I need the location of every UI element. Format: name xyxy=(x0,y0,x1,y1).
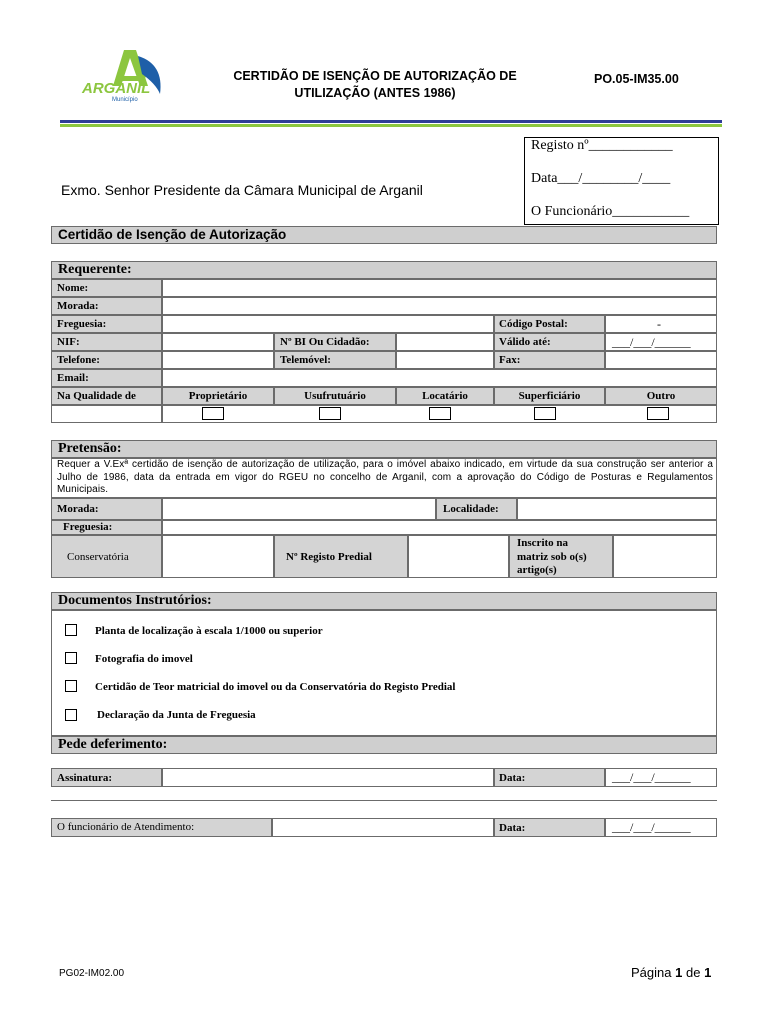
checkbox-proprietario[interactable] xyxy=(202,407,224,420)
telefone-label: Telefone: xyxy=(57,354,100,366)
conservatoria-field[interactable] xyxy=(162,535,274,578)
inscrito-field[interactable] xyxy=(613,535,717,578)
registo-predial-field[interactable] xyxy=(408,535,509,578)
checkbox-usufrutuario[interactable] xyxy=(319,407,341,420)
pretensao-bar xyxy=(51,440,717,458)
pretensao-freguesia-field[interactable] xyxy=(162,520,717,535)
morada-field[interactable] xyxy=(162,297,717,315)
conservatoria-label: Conservatória xyxy=(67,551,129,563)
addressee: Exmo. Senhor Presidente da Câmara Municipal de Arganil xyxy=(61,182,423,198)
codigo-postal-label: Código Postal: xyxy=(499,318,568,330)
assinatura-label: Assinatura: xyxy=(57,772,113,784)
registo-number[interactable]: Registo nº____________ xyxy=(531,138,673,153)
requerente-title: Requerente: xyxy=(58,262,132,277)
document-title-line1: CERTIDÃO DE ISENÇÃO DE AUTORIZAÇÃO DE xyxy=(233,69,517,83)
page-number xyxy=(631,965,711,980)
codigo-postal-dash: - xyxy=(657,317,661,331)
nome-field[interactable] xyxy=(162,279,717,297)
registo-funcionario[interactable]: O Funcionário___________ xyxy=(531,204,690,219)
header-rule-green xyxy=(60,124,722,127)
registo-date[interactable]: Data___/________/____ xyxy=(531,171,671,186)
inscrito-label-line3: artigo(s) xyxy=(517,564,557,576)
document-title-line2: UTILIZAÇÃO (ANTES 1986) xyxy=(294,86,456,100)
pretensao-text: Requer a V.Exª certidão de isenção de autorização de utilização, para o imóvel abaixo indicado, em virtude da sua construção ser anterior a Julho de 1986, data da entrada em vigor do RGEU no concelho de Arganil, com a aprovação do Código de Posturas e Regulamentos Municipais. xyxy=(57,459,713,495)
freguesia-label: Freguesia: xyxy=(57,318,107,330)
divider xyxy=(51,800,717,801)
deferimento-title: Pede deferimento: xyxy=(58,737,168,752)
header-rule-blue xyxy=(60,120,722,123)
atendimento-data-value: ___/___/______ xyxy=(612,820,691,834)
doc-checkbox-fotografia[interactable] xyxy=(65,652,77,664)
atendimento-field[interactable] xyxy=(272,818,494,837)
bi-field[interactable] xyxy=(396,333,494,351)
inscrito-label-line2: matriz sob o(s) xyxy=(517,550,587,563)
bi-label: Nº BI Ou Cidadão: xyxy=(280,336,370,348)
section-title: Certidão de Isenção de Autorização xyxy=(58,227,287,242)
option-label-proprietario: Proprietário xyxy=(188,390,248,402)
registo-predial-label: Nº Registo Predial xyxy=(286,551,372,563)
checkbox-outro[interactable] xyxy=(647,407,669,420)
fax-field[interactable] xyxy=(605,351,717,369)
telemovel-label: Telemóvel: xyxy=(280,354,331,366)
nome-label: Nome: xyxy=(57,282,89,294)
arganil-logo xyxy=(76,44,176,106)
footer-code: PG02-IM02.00 xyxy=(59,968,125,979)
document-title xyxy=(215,68,535,102)
doc-label-declaracao: Declaração da Junta de Freguesia xyxy=(97,709,256,721)
fax-label: Fax: xyxy=(499,354,521,366)
deferimento-data-value: ___/___/______ xyxy=(612,770,691,784)
localidade-label: Localidade: xyxy=(443,503,499,515)
qualidade-label: Na Qualidade de xyxy=(57,390,136,402)
requerente-bar xyxy=(51,261,717,279)
nif-field[interactable] xyxy=(162,333,274,351)
email-label: Email: xyxy=(57,372,89,384)
documentos-title: Documentos Instrutórios: xyxy=(58,593,212,608)
pretensao-morada-field[interactable] xyxy=(162,498,436,520)
page-word: Página xyxy=(631,965,672,980)
valido-label: Válido até: xyxy=(499,336,551,348)
morada-label: Morada: xyxy=(57,300,99,312)
page-of: de xyxy=(685,965,701,980)
doc-checkbox-planta[interactable] xyxy=(65,624,77,636)
qualidade-blank-cell xyxy=(51,405,162,423)
email-field[interactable] xyxy=(162,369,717,387)
assinatura-field[interactable] xyxy=(162,768,494,787)
localidade-field[interactable] xyxy=(517,498,717,520)
atendimento-label: O funcionário de Atendimento: xyxy=(57,821,195,833)
doc-checkbox-declaracao[interactable] xyxy=(65,709,77,721)
atendimento-data-label: Data: xyxy=(499,822,526,834)
checkbox-superficiario[interactable] xyxy=(534,407,556,420)
doc-label-planta: Planta de localização à escala 1/1000 ou superior xyxy=(95,625,323,637)
logo-subtitle: Município xyxy=(112,97,138,103)
codigo-postal-field[interactable] xyxy=(605,315,717,333)
pretensao-freguesia-label: Freguesia: xyxy=(63,521,113,533)
logo-name: ARGANIL xyxy=(82,80,151,97)
checkbox-locatario[interactable] xyxy=(429,407,451,420)
inscrito-label xyxy=(517,537,587,578)
telemovel-field[interactable] xyxy=(396,351,494,369)
option-label-outro: Outro xyxy=(646,390,676,402)
doc-label-certidao: Certidão de Teor matricial do imovel ou da Conservatória do Registo Predial xyxy=(95,681,456,693)
doc-label-fotografia: Fotografia do imovel xyxy=(95,653,193,665)
telefone-field[interactable] xyxy=(162,351,274,369)
inscrito-label-line1: Inscrito na xyxy=(517,537,569,549)
pretensao-title: Pretensão: xyxy=(58,441,122,456)
doc-checkbox-certidao[interactable] xyxy=(65,680,77,692)
option-label-locatario: Locatário xyxy=(422,390,468,402)
valido-value: ___/___/______ xyxy=(612,335,691,349)
page-current: 1 xyxy=(675,965,683,980)
freguesia-field[interactable] xyxy=(162,315,494,333)
document-code: PO.05-IM35.00 xyxy=(594,72,679,86)
page-total: 1 xyxy=(704,965,712,980)
deferimento-data-label: Data: xyxy=(499,772,526,784)
option-label-superficiario: Superficiário xyxy=(518,390,581,402)
nif-label: NIF: xyxy=(57,336,80,348)
option-label-usufrutuario: Usufrutuário xyxy=(304,390,366,402)
pretensao-morada-label: Morada: xyxy=(57,503,99,515)
